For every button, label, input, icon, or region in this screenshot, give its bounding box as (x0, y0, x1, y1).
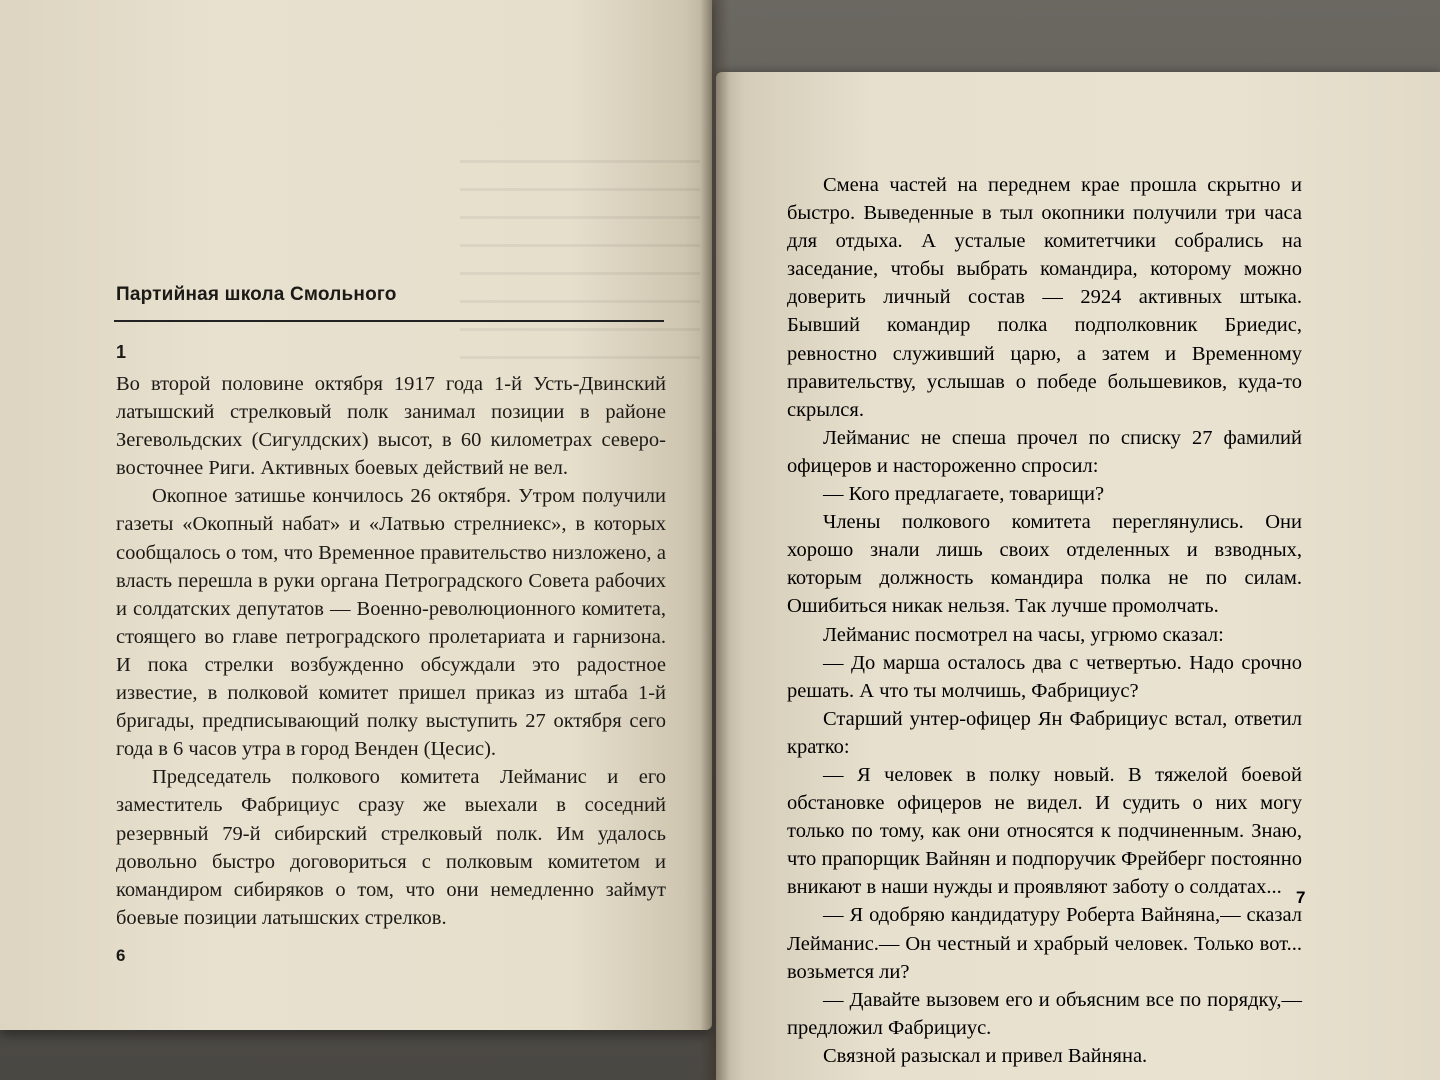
paragraph: — Я человек в полку новый. В тяжелой боевой обстановке офицеров не видел. И судить о них могу только по тому, как они относятся к подчиненным. Знаю, что прапорщик Вайнян и подпоручик Фрейберг постоянно вникают в наши нужды и проявляют заботу о солдатах... (787, 763, 1302, 899)
paragraph: — Я одобряю кандидатуру Роберта Вайняна,— сказал Лейманис.— Он честный и храбрый человек. Только вот... возьмется ли? (787, 904, 1302, 983)
page-number-right: 7 (1296, 888, 1306, 907)
paragraph: Во второй половине октября 1917 года 1-й Усть-Двинский латышский стрелковый полк занимал позиции в районе Зегевольдских (Сигулдских) высот, в 60 километрах северо-восточнее Риги. Активных боевых действий не вел. (116, 373, 666, 480)
paragraph: Председатель полкового комитета Лейманис и его заместитель Фабрициус сразу же выехали в соседний резервный 79-й сибирский стрелковый полк. Им удалось довольно быстро договориться с полковым комитетом и командиром сибиряков о том, что они немедленно займут боевые позиции латышских стрелков. (116, 766, 666, 929)
left-page (0, 0, 712, 1030)
paragraph: Лейманис посмотрел на часы, угрюмо сказал: (823, 623, 1224, 646)
left-page-text (116, 370, 666, 932)
chapter-title: Партийная школа Смольного (116, 284, 397, 305)
show-through-texture (460, 160, 700, 360)
paragraph: — Кого предлагаете, товарищи? (823, 483, 1105, 506)
paragraph: Члены полкового комитета переглянулись. Они хорошо знали лишь своих отделенных и взводных, которым должность командира полка не по силам. Ошибиться никак нельзя. Так лучше промолчать. (787, 511, 1302, 618)
paragraph: — До марша осталось два с четвертью. Надо срочно решать. А что ты молчишь, Фабрициус? (787, 651, 1302, 702)
section-number: 1 (116, 342, 127, 362)
chapter-divider (114, 320, 664, 322)
paragraph: Связной разыскал и привел Вайняна. (823, 1044, 1148, 1067)
right-page-text (787, 171, 1302, 1070)
paragraph: Лейманис не спеша прочел по списку 27 фамилий офицеров и настороженно спросил: (787, 426, 1302, 477)
page-number-left: 6 (116, 946, 126, 965)
paragraph: Смена частей на переднем крае прошла скрытно и быстро. Выведенные в тыл окопники получили три часа для отдыха. А усталые комитетчики собрались на заседание, чтобы выбрать командира, которому можно доверить личный состав — 2924 активных штыка. Бывший командир полка подполковник Бриедис, ревностно служивший царю, а затем и Временному правительству, услышав о победе большевиков, куда-то скрылся. (787, 174, 1302, 421)
paragraph: Старший унтер-офицер Ян Фабрициус встал, ответил кратко: (787, 707, 1302, 758)
paragraph: — Давайте вызовем его и объясним все по порядку,— предложил Фабрициус. (787, 988, 1302, 1039)
paragraph: Окопное затишье кончилось 26 октября. Утром получили газеты «Окопный набат» и «Латвью стрелниекс», в которых сообщалось о том, что Временное правительство низложено, а власть перешла в руки органа Петроградского Совета рабочих и солдатских депутатов — Военно-революционного комитета, стоящего во главе петроградского пролетариата и гарнизона. И пока стрелки возбужденно обсуждали это радостное известие, в полковой комитет пришел приказ из штаба 1-й бригады, предписывающий полку выступить 27 октября сего года в 6 часов утра в город Венден (Цесис). (116, 485, 666, 761)
